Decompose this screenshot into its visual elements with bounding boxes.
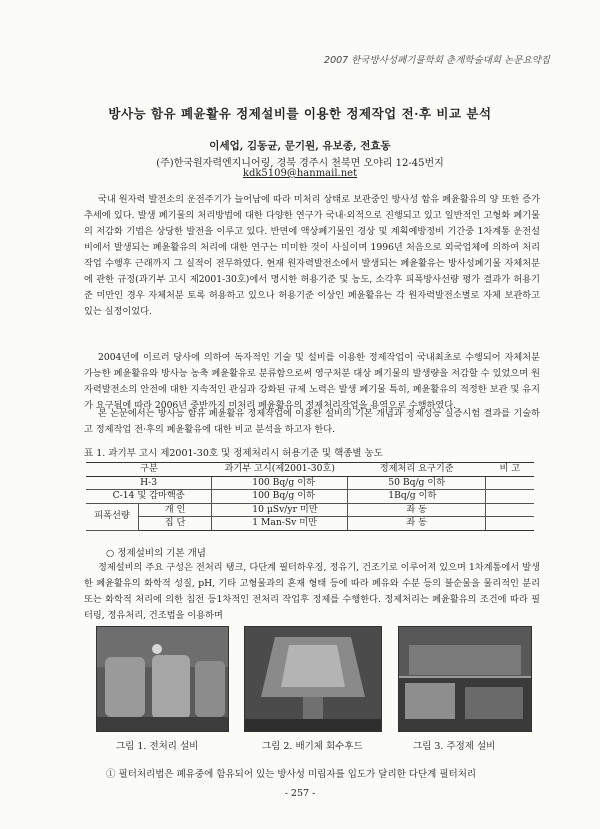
authors: 이세업, 김동균, 문기원, 유보종, 전효동 bbox=[209, 140, 391, 152]
table-caption: 표 1. 과기부 고시 제2001-30호 및 정제처리시 허용기준 및 핵종별 농도 bbox=[84, 448, 383, 459]
filter-method-line: ① 필터처리법은 폐유중에 함유되어 있는 방사성 미립자를 입도가 달리한 다단계 필터처리 bbox=[106, 769, 477, 780]
paper-title: 방사능 함유 폐윤활유 정제설비를 이용한 정제작업 전·후 비교 분석 bbox=[108, 106, 492, 121]
col-header: 과기부 고시(제2001-30호) bbox=[212, 463, 348, 477]
section-heading: ○ 정제설비의 기본 개념 bbox=[106, 548, 206, 559]
cell: 50 Bq/g 이하 bbox=[348, 476, 486, 490]
figure-caption-3: 그림 3. 주정제 설비 bbox=[413, 741, 496, 752]
table-row bbox=[86, 503, 534, 517]
criteria-table bbox=[86, 462, 534, 531]
row-label: C-14 및 감마핵종 bbox=[86, 490, 212, 504]
email-link[interactable]: kdk5109@hanmail.net bbox=[242, 168, 358, 179]
cell: 100 Bq/g 이하 bbox=[212, 490, 348, 504]
table-row bbox=[86, 476, 534, 490]
cell: 10 μSv/yr 미만 bbox=[212, 503, 348, 517]
col-header: 구분 bbox=[86, 463, 212, 477]
cell: 100 Bq/g 이하 bbox=[212, 476, 348, 490]
row-sublabel: 개 인 bbox=[139, 503, 212, 517]
table-row bbox=[86, 517, 534, 531]
cell: 좌 동 bbox=[348, 517, 486, 531]
pretreatment-equipment-photo bbox=[96, 626, 229, 732]
exhaust-recovery-hood-photo bbox=[244, 626, 382, 732]
body-paragraph-2: 2004년에 이르러 당사에 의하여 독자적인 기술 및 설비를 이용한 정제작업이 국내최초로 수행되어 자체처분 가능한 폐윤활유와 방사능 농축 폐윤활유로 분류함으로써 영구처분 대상 폐기물의 발생량을 저감할 수 있었으며 원자력발전소의 안전에 대한 지속적인 관심과 강화된 규제 노력은 발생 폐기물 특히, 폐윤활유의 적정한 보관 및 유지가 요구됨에 따라 2006년 중반까지 미처리 폐윤활유의 정제처리작업을 용역으로 수행하였다. bbox=[84, 352, 540, 411]
row-sublabel: 집 단 bbox=[139, 517, 212, 531]
body-paragraph-3: 본 논문에서는 방사능 함유 폐윤활유 정제작업에 이용한 설비의 기본 개념과 정제성능 실증시험 결과를 기술하고 정제작업 전·후의 폐윤활유에 대한 비교 분석을 하고자 한다. bbox=[84, 408, 540, 435]
cell bbox=[486, 476, 534, 490]
conference-header: 2007 한국방사성폐기물학회 춘계학술대회 논문요약집 bbox=[324, 55, 550, 66]
email bbox=[0, 168, 600, 179]
col-header: 비 고 bbox=[486, 463, 534, 477]
row-label: H-3 bbox=[86, 476, 212, 490]
main-purification-equipment-photo bbox=[398, 626, 532, 732]
cell bbox=[486, 503, 534, 517]
cell: 좌 동 bbox=[348, 503, 486, 517]
affiliation: (주)한국원자력엔지니어링, 경북 경주시 천북면 오야리 12-45번지 bbox=[156, 158, 444, 169]
page-number: - 257 - bbox=[284, 788, 316, 799]
cell bbox=[486, 517, 534, 531]
figure-caption-2: 그림 2. 배기체 회수후드 bbox=[262, 741, 363, 752]
body-paragraph-1: 국내 원자력 발전소의 운전주기가 늘어남에 따라 미처리 상태로 보관중인 방사성 함유 폐윤활유의 양 또한 증가 추세에 있다. 발생 폐기물의 처리방법에 대한 다양한 연구가 국내·외적으로 진행되고 있고 일반적인 고형화 폐기물의 저감화 기법은 상당한 발전을 이루고 있다. 반면에 액상폐기물인 경상 및 계획예방정비 기간중 1차계통 운전설비에서 발생되는 폐윤활유의 처리에 대한 연구는 미미한 것이 사실이며 1996년 처음으로 외국업체에 의하여 처리작업 수행후 근래까지 그 실적이 전무하였다. 현재 원자력발전소에서 발생되는 폐윤활유는 방사성폐기물 자체처분에 관한 규정(과기부 고시 제2001-30호)에서 명시한 허용기준 및 농도, 소각후 피폭방사선량 평가 결과가 허용기준 미만인 경우 자체처분 토록 허용하고 있으나 허용기준 이상인 폐윤활유는 각 원자력발전소별로 자체 보관하고 있는 실정이었다. bbox=[84, 194, 540, 317]
col-header: 정제처리 요구기준 bbox=[348, 463, 486, 477]
cell: 1Bq/g 이하 bbox=[348, 490, 486, 504]
cell bbox=[486, 490, 534, 504]
table-row bbox=[86, 490, 534, 504]
cell: 1 Man-Sv 미만 bbox=[212, 517, 348, 531]
section-paragraph: 정제설비의 주요 구성은 전처리 탱크, 다단계 필터하우징, 정유기, 건조기로 이루어져 있으며 1차계통에서 발생한 폐윤활유의 화학적 성질, pH, 기타 고형물과의 혼재 형태 등에 따라 폐유와 수분 등의 불순물을 물리적인 분리 또는 화학적 처리에 의한 침전 등1차적인 전처리 작업후 정제를 수행한다. 정제처리는 폐윤활유의 조건에 따라 필터링, 정유처리, 건조법을 이용하며 bbox=[84, 562, 540, 621]
row-label: 피폭선량 bbox=[86, 503, 139, 530]
figure-caption-1: 그림 1. 전처리 설비 bbox=[116, 741, 199, 752]
